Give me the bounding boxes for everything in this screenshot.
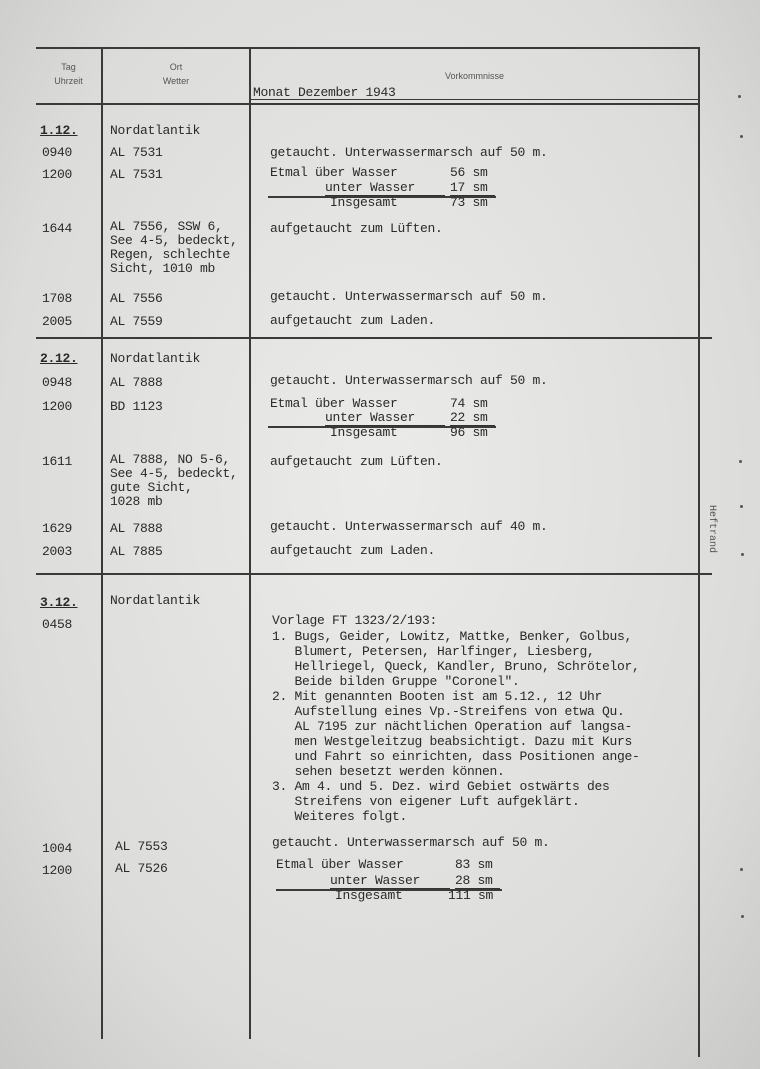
binding-hole-mark <box>740 135 743 138</box>
entry-text: aufgetaucht zum Laden. <box>270 543 436 558</box>
etmal-under-value: 17 sm <box>450 181 495 196</box>
entry-location: See 4-5, bedeckt, <box>110 233 238 248</box>
entry-location: BD 1123 <box>110 399 163 414</box>
entry-location: AL 7556 <box>110 291 163 306</box>
etmal-total-value: 73 sm <box>450 195 488 210</box>
etmal-total-label: Insgesamt <box>330 425 398 440</box>
entry-location: AL 7556, SSW 6, <box>110 219 223 234</box>
month-label: Monat Dezember 1943 <box>253 85 396 100</box>
message-line: Aufstellung eines Vp.-Streifens von etwa Qu. <box>272 704 625 719</box>
etmal-under-value: 22 sm <box>450 411 495 426</box>
entry-text: aufgetaucht zum Lüften. <box>270 454 443 469</box>
entry-location: AL 7888 <box>110 521 163 536</box>
top-rule <box>36 47 698 49</box>
message-line: Streifens von eigener Luft aufgeklärt. <box>272 794 580 809</box>
entry-text: getaucht. Unterwassermarsch auf 50 m. <box>270 145 548 160</box>
entry-time: 1200 <box>42 399 73 414</box>
entry-text: aufgetaucht zum Lüften. <box>270 221 443 236</box>
etmal-over-value: 74 sm <box>450 396 488 411</box>
etmal-total-value: 111 sm <box>448 888 494 903</box>
message-line: Weiteres folgt. <box>272 809 408 824</box>
header-vorkommnisse: Vorkommnisse <box>444 71 505 81</box>
entry-location: AL 7531 <box>110 167 163 182</box>
entry-location: AL 7888, NO 5-6, <box>110 452 231 467</box>
entry-time: 1644 <box>42 221 73 236</box>
day-divider-1 <box>36 337 712 339</box>
day-date: 2.12. <box>40 351 78 366</box>
message-line: 3. Am 4. und 5. Dez. wird Gebiet ostwärts des <box>272 779 610 794</box>
day-place: Nordatlantik <box>110 351 201 366</box>
entry-location: See 4-5, bedeckt, <box>110 466 238 481</box>
message-line: 2. Mit genannten Booten ist am 5.12., 12 Uhr <box>272 689 603 704</box>
entry-text: getaucht. Unterwassermarsch auf 50 m. <box>270 373 548 388</box>
day-divider-2 <box>36 573 712 575</box>
etmal-over-label: Etmal über Wasser <box>270 396 398 411</box>
entry-location: 1028 mb <box>110 494 163 509</box>
etmal-over-label: Etmal über Wasser <box>276 857 404 872</box>
message-line: men Westgeleitzug beabsichtigt. Dazu mit Kurs <box>272 734 633 749</box>
entry-text: getaucht. Unterwassermarsch auf 40 m. <box>270 519 548 534</box>
entry-text: aufgetaucht zum Laden. <box>270 313 436 328</box>
binding-hole-mark <box>739 460 742 463</box>
etmal-under-label: unter Wasser <box>325 181 445 196</box>
entry-text: getaucht. Unterwassermarsch auf 50 m. <box>272 835 550 850</box>
entry-location: gute Sicht, <box>110 480 193 495</box>
etmal-under-value: 28 sm <box>455 874 500 889</box>
binding-hole-mark <box>741 553 744 556</box>
header-ort: Ort Wetter <box>162 62 190 86</box>
message-line: Hellriegel, Queck, Kandler, Bruno, Schrötelor, <box>272 659 640 674</box>
binding-hole-mark <box>740 505 743 508</box>
entry-time: 1200 <box>42 167 73 182</box>
message-line: Blumert, Petersen, Harlfinger, Liesberg, <box>272 644 595 659</box>
entry-location: Regen, schlechte <box>110 247 231 262</box>
etmal-total-label: Insgesamt <box>330 195 398 210</box>
binding-hole-mark <box>740 868 743 871</box>
message-line: und Fahrt so einrichten, dass Positionen ange- <box>272 749 640 764</box>
entry-location: AL 7888 <box>110 375 163 390</box>
message-line: Beide bilden Gruppe "Coronel". <box>272 674 520 689</box>
entry-location: AL 7559 <box>110 314 163 329</box>
entry-location: Sicht, 1010 mb <box>110 261 216 276</box>
etmal-over-value: 56 sm <box>450 165 488 180</box>
entry-time: 2003 <box>42 544 73 559</box>
day-date: 3.12. <box>40 595 78 610</box>
day-place: Nordatlantik <box>110 593 201 608</box>
entry-location: AL 7885 <box>110 544 163 559</box>
entry-location: AL 7526 <box>115 861 168 876</box>
message-line: 1. Bugs, Geider, Lowitz, Mattke, Benker, Golbus, <box>272 629 633 644</box>
etmal-total-label: Insgesamt <box>335 888 403 903</box>
entry-time: 1004 <box>42 841 73 856</box>
entry-time: 0458 <box>42 617 73 632</box>
message-line: sehen besetzt werden können. <box>272 764 505 779</box>
header-tag: Tag Uhrzeit <box>54 62 83 86</box>
etmal-over-value: 83 sm <box>455 857 493 872</box>
etmal-total-value: 96 sm <box>450 425 488 440</box>
entry-time: 1200 <box>42 863 73 878</box>
day-date: 1.12. <box>40 123 78 138</box>
entry-time: 1629 <box>42 521 73 536</box>
day-place: Nordatlantik <box>110 123 201 138</box>
entry-time: 0948 <box>42 375 73 390</box>
entry-time: 1708 <box>42 291 73 306</box>
margin-label: Heftrand <box>706 505 717 554</box>
col-divider-1 <box>101 47 103 1039</box>
col-divider-right <box>698 47 700 1057</box>
entry-time: 1611 <box>42 454 73 469</box>
binding-hole-mark <box>738 95 741 98</box>
etmal-under-label: unter Wasser <box>325 411 445 426</box>
message-line: Vorlage FT 1323/2/193: <box>272 613 438 628</box>
entry-location: AL 7553 <box>115 839 168 854</box>
etmal-over-label: Etmal über Wasser <box>270 165 398 180</box>
col-divider-2 <box>249 47 251 1039</box>
entry-time: 2005 <box>42 314 73 329</box>
entry-text: getaucht. Unterwassermarsch auf 50 m. <box>270 289 548 304</box>
entry-location: AL 7531 <box>110 145 163 160</box>
message-line: AL 7195 zur nächtlichen Operation auf langsa- <box>272 719 633 734</box>
binding-hole-mark <box>741 915 744 918</box>
header-rule <box>36 103 700 105</box>
etmal-under-label: unter Wasser <box>330 874 450 889</box>
entry-time: 0940 <box>42 145 73 160</box>
